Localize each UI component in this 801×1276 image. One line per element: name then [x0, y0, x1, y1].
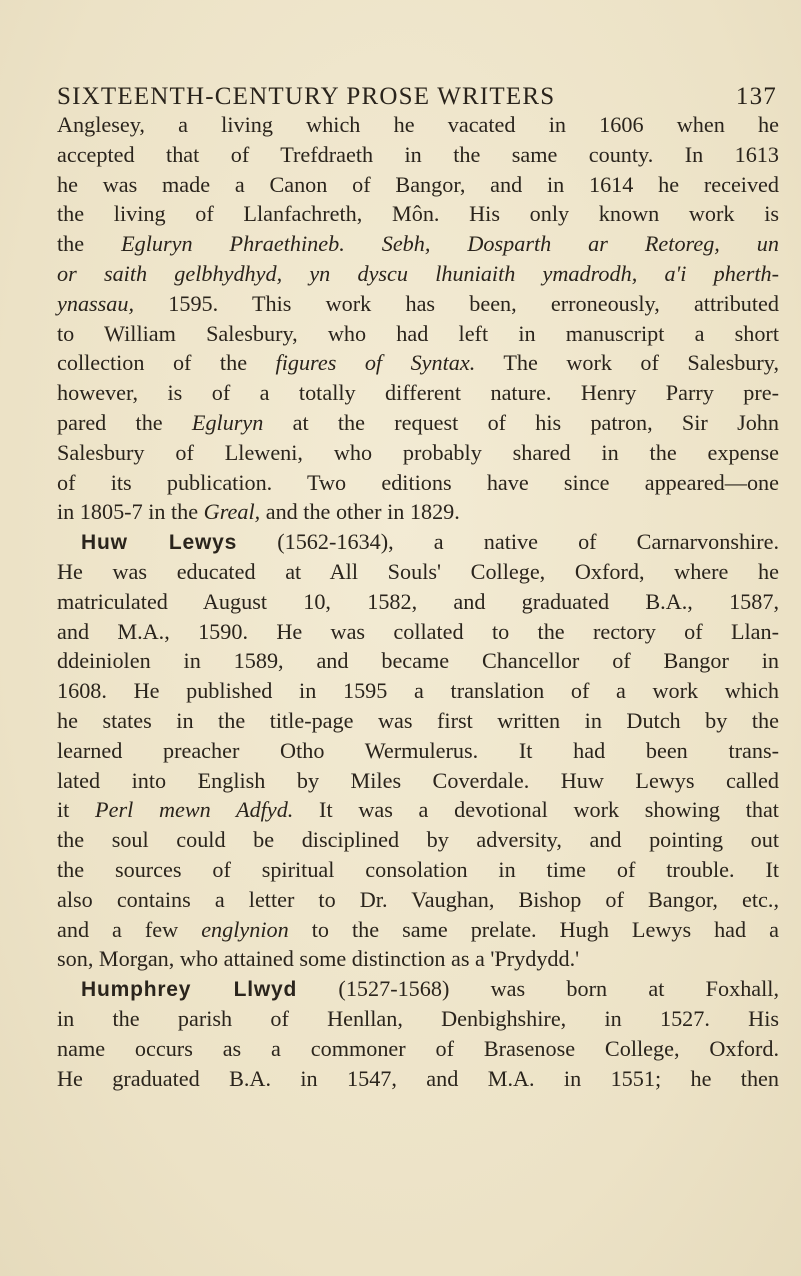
text-line [57, 319, 779, 349]
text-segment: (1562-1634), a native of Carnarvonshire. [237, 529, 779, 555]
text-line [57, 825, 779, 855]
text-line [57, 378, 779, 408]
text-line [57, 766, 779, 796]
text-line [57, 795, 779, 825]
text-line [57, 408, 779, 438]
text-line [57, 497, 779, 527]
italic-title: or saith gelbhydhyd, yn dyscu lhuniaith ymadrodh, a'i pherth- [57, 260, 779, 286]
text-line [57, 527, 779, 557]
running-title: SIXTEENTH-CENTURY PROSE WRITERS [57, 83, 556, 110]
text-line [57, 646, 779, 676]
text-segment: It was a devotional work showing that [293, 797, 779, 823]
text-line [57, 259, 779, 289]
text-segment: son, Morgan, who attained some distinction as a 'Prydydd.' [57, 946, 580, 972]
text-segment: however, is of a totally different nature. Henry Parry pre- [57, 380, 779, 406]
italic-title: figures of Syntax. [275, 350, 476, 376]
italic-title: ynassau, [57, 290, 135, 316]
text-line [57, 468, 779, 498]
text-line [57, 348, 779, 378]
text-line [57, 736, 779, 766]
text-segment: 1595. This work has been, erroneously, attributed [134, 290, 779, 316]
text-segment: the sources of spiritual consolation in time of trouble. It [57, 856, 779, 882]
text-line [57, 438, 779, 468]
text-segment: 1608. He published in 1595 a translation of a work which [57, 678, 779, 704]
text-segment: in 1805-7 in the [57, 499, 204, 525]
text-line [57, 706, 779, 736]
italic-title: Greal, [203, 499, 261, 525]
text-segment: lated into English by Miles Coverdale. Huw Lewys called [57, 767, 779, 793]
text-line [57, 199, 779, 229]
text-line [57, 140, 779, 170]
text-segment: ddeiniolen in 1589, and became Chancellor of Bangor in [57, 648, 779, 674]
text-segment: the [57, 231, 122, 257]
italic-title: Perl mewn Adfyd. [95, 797, 294, 823]
entry-name: Huw Lewys [81, 531, 238, 555]
text-line [57, 617, 779, 647]
text-segment: learned preacher Otho Wermulerus. It had been trans- [57, 737, 779, 763]
text-segment: accepted that of Trefdraeth in the same county. In 1613 [57, 141, 779, 167]
italic-title: englynion [201, 916, 289, 942]
text-line [57, 110, 779, 140]
text-segment: and the other in 1829. [260, 499, 460, 525]
text-line [57, 587, 779, 617]
text-line [57, 1004, 779, 1034]
text-segment: of its publication. Two editions have since appeared—one [57, 469, 779, 495]
text-segment: Salesbury of Lleweni, who probably shared in the expense [57, 439, 779, 465]
text-line [57, 557, 779, 587]
text-segment: and M.A., 1590. He was collated to the rectory of Llan- [57, 618, 779, 644]
page-number: 137 [735, 83, 777, 110]
text-line [57, 289, 779, 319]
text-segment: and a few [57, 916, 202, 942]
text-segment: (1527-1568) was born at Foxhall, [297, 976, 780, 1002]
text-line [57, 855, 779, 885]
text-segment: pared the [57, 409, 192, 435]
text-segment: He was educated at All Souls' College, Oxford, where he [57, 558, 779, 584]
text-segment: The work of Salesbury, [475, 350, 779, 376]
text-segment: matriculated August 10, 1582, and graduated B.A., 1587, [57, 588, 779, 614]
text-segment: name occurs as a commoner of Brasenose College, Oxford. [57, 1035, 779, 1061]
text-line [57, 974, 779, 1004]
text-segment: the soul could be disciplined by adversity, and pointing out [57, 827, 779, 853]
italic-title: Egluryn [191, 409, 264, 435]
text-line [57, 170, 779, 200]
text-line [57, 1064, 779, 1094]
body-text [57, 110, 779, 1093]
text-line [57, 885, 779, 915]
entry-name: Humphrey Llwyd [81, 978, 298, 1002]
text-line [57, 1034, 779, 1064]
text-segment: the living of Llanfachreth, Môn. His only known work is [57, 201, 779, 227]
text-line [57, 229, 779, 259]
text-segment: Anglesey, a living which he vacated in 1606 when he [57, 112, 779, 137]
text-segment: he was made a Canon of Bangor, and in 1614 he received [57, 171, 779, 197]
text-segment: at the request of his patron, Sir John [263, 409, 779, 435]
text-segment: to William Salesbury, who had left in manuscript a short [57, 320, 779, 346]
text-segment: He graduated B.A. in 1547, and M.A. in 1551; he then [57, 1065, 779, 1091]
italic-title: Egluryn Phraethineb. Sebh, Dosparth ar Retoreg, un [121, 231, 779, 257]
text-segment: in the parish of Henllan, Denbighshire, in 1527. His [57, 1005, 779, 1031]
text-line [57, 915, 779, 945]
text-segment: he states in the title-page was first written in Dutch by the [57, 707, 779, 733]
text-segment: collection of the [57, 350, 276, 376]
text-segment: it [57, 797, 96, 823]
text-line [57, 676, 779, 706]
text-segment: also contains a letter to Dr. Vaughan, Bishop of Bangor, etc., [57, 886, 779, 912]
text-segment: to the same prelate. Hugh Lewys had a [288, 916, 779, 942]
text-line [57, 944, 779, 974]
